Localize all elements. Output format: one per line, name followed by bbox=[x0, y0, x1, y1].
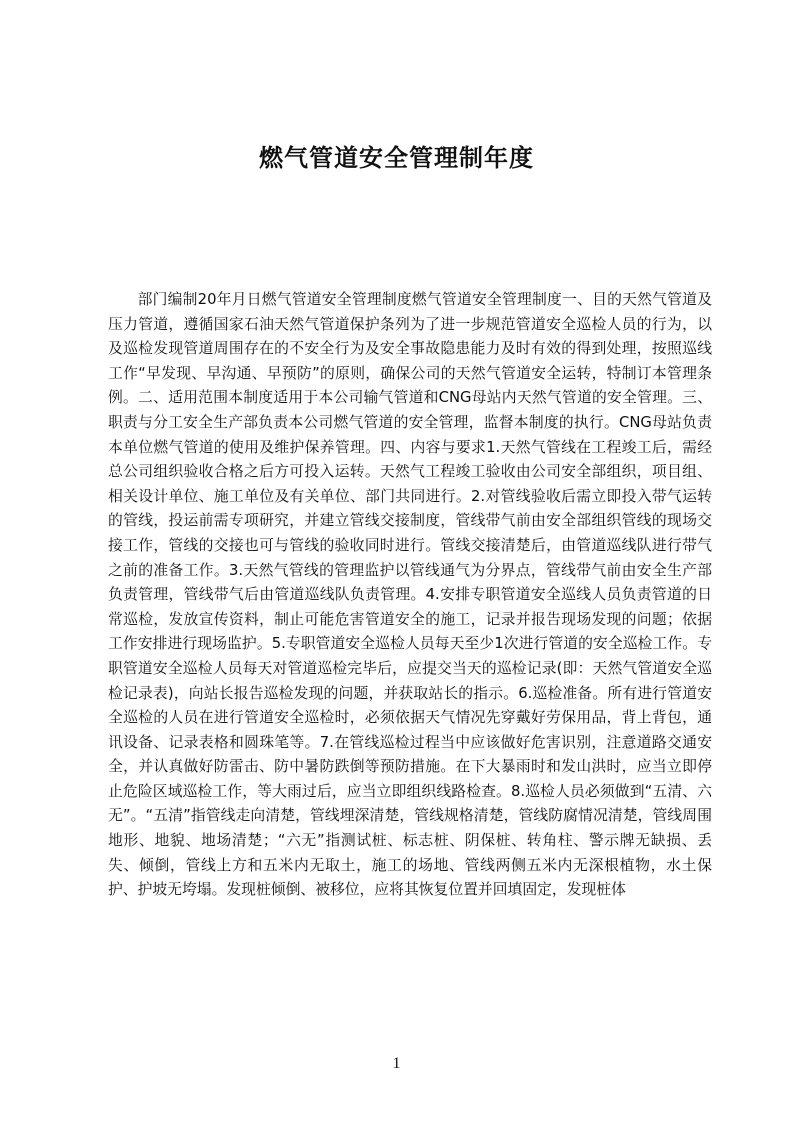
document-title: 燃气管道安全管理制年度 bbox=[259, 144, 534, 172]
document-body-paragraph: 部门编制20年月日燃气管道安全管理制度燃气管道安全管理制度一、目的天然气管道及压力管道，遵循国家石油天然气管道保护条列为了进一步规范管道安全巡检人员的行为，以及巡检发现管道周围存在的不安全行为及安全事故隐患能力及时有效的得到处理，按照巡线工作“早发现、早沟通、早预防”的原则，确保公司的天然气管道安全运转，特制订本管理条例。二、适用范围本制度适用于本公司输气管道和CNG母站内天然气管道的安全管理。三、职责与分工安全生产部负责本公司燃气管道的安全管理，监督本制度的执行。CNG母站负责本单位燃气管道的使用及维护保养管理。四、内容与要求1.天然气管线在工程竣工后，需经总公司组织验收合格之后方可投入运转。天然气工程竣工验收由公司安全部组织，项目组、相关设计单位、施工单位及有关单位、部门共同进行。2.对管线验收后需立即投入带气运转的管线，投运前需专项研究，并建立管线交接制度，管线带气前由安全部组织管线的现场交接工作，管线的交接也可与管线的验收同时进行。管线交接清楚后，由管道巡线队进行带气之前的准备工作。3.天然气管线的管理监护以管线通气为分界点，管线带气前由安全生产部负责管理，管线带气后由管道巡线队负责管理。4.安排专职管道安全巡线人员负责管道的日常巡检，发放宣传资料，制止可能危害管道安全的施工，记录并报告现场发现的问题；依据工作安排进行现场监护。5.专职管道安全巡检人员每天至少1次进行管道的安全巡检工作。专职管道安全巡检人员每天对管道巡检完毕后，应提交当天的巡检记录(即：天然气管道安全巡检记录表)，向站长报告巡检发现的问题，并获取站长的指示。6.巡检准备。所有进行管道安全巡检的人员在进行管道安全巡检时，必须依据天气情况先穿戴好劳保用品，背上背包，通讯设备、记录表格和圆珠笔等。7.在管线巡检过程当中应该做好危害识别，注意道路交通安全，并认真做好防雷击、防中暑防跌倒等预防措施。在下大暴雨时和发山洪时，应当立即停止危险区域巡检工作，等大雨过后，应当立即组织线路检查。8.巡检人员必须做到“五清、六无”。“五清”指管线走向清楚，管线埋深清楚，管线规格清楚，管线防腐情况清楚，管线周围地形、地貌、地场清楚；“六无”指测试桩、标志桩、阴保桩、转角柱、警示牌无缺损、丢失、倾倒，管线上方和五米内无取土，施工的场地、管线两侧五米内无深根植物，水土保护、护坡无垮塌。发现桩倾倒、被移位，应将其恢复位置并回填固定，发现桩体 bbox=[108, 291, 712, 899]
page-number: 1 bbox=[392, 1055, 401, 1072]
